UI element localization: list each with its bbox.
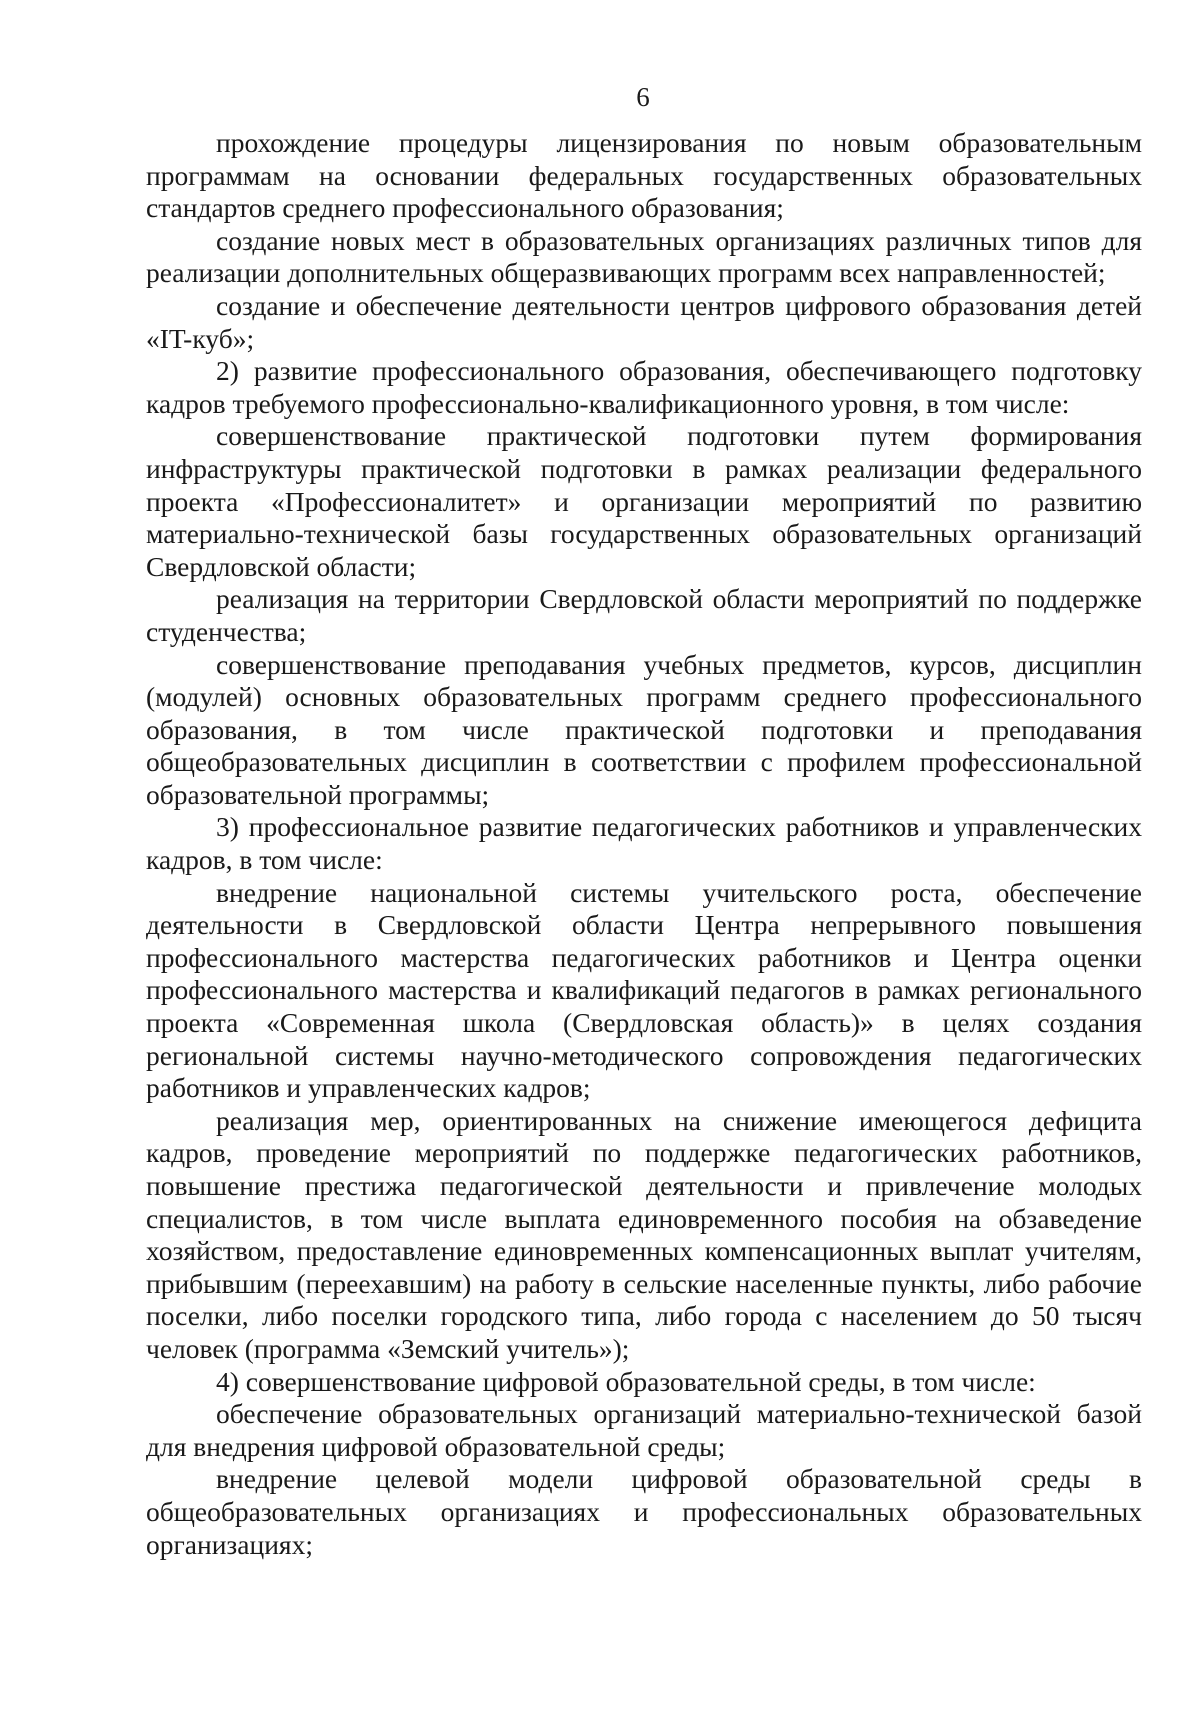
paragraph: 3) профессиональное развитие педагогических работников и управленческих кадров, в том числе: bbox=[146, 811, 1142, 876]
paragraph: совершенствование преподавания учебных предметов, курсов, дисциплин (модулей) основных образовательных программ среднего профессионального образования, в том числе практической подготовки и преподавания общеобразовательных дисциплин в соответствии с профилем профессиональной образовательной программы; bbox=[146, 648, 1142, 810]
document-body bbox=[146, 127, 1142, 1561]
paragraph: реализация на территории Свердловской области мероприятий по поддержке студенчества; bbox=[146, 583, 1142, 647]
page-number: 6 bbox=[636, 82, 650, 112]
paragraph: внедрение целевой модели цифровой образовательной среды в общеобразовательных организациях и профессиональных образовательных организациях; bbox=[146, 1463, 1142, 1560]
paragraph: 4) совершенствование цифровой образовательной среды, в том числе: bbox=[216, 1365, 1036, 1397]
paragraph: создание и обеспечение деятельности центров цифрового образования детей «IT-куб»; bbox=[146, 289, 1142, 354]
paragraph: внедрение национальной системы учительского роста, обеспечение деятельности в Свердловской области Центра непрерывного повышения профессионального мастерства педагогических работников и Центра оценки профессионального мастерства и квалификаций педагогов в рамках регионального проекта «Современная школа (Свердловская область)» в целях создания региональной системы научно-методического сопровождения педагогических работников и управленческих кадров; bbox=[146, 876, 1142, 1104]
paragraph: 2) развитие профессионального образования, обеспечивающего подготовку кадров требуемого профессионально-квалификационного уровня, в том числе: bbox=[146, 355, 1142, 419]
paragraph: совершенствование практической подготовки путем формирования инфраструктуры практической подготовки в рамках реализации федерального проекта «Профессионалитет» и организации мероприятий по развитию материально-технической базы государственных образовательных организаций Свердловской области; bbox=[146, 420, 1142, 582]
paragraph: прохождение процедуры лицензирования по новым образовательным программам на основании федеральных государственных образовательных стандартов среднего профессионального образования; bbox=[146, 127, 1142, 224]
paragraph: создание новых мест в образовательных организациях различных типов для реализации дополнительных общеразвивающих программ всех направленностей; bbox=[146, 224, 1142, 289]
paragraph: обеспечение образовательных организаций материально-технической базой для внедрения цифровой образовательной среды; bbox=[146, 1398, 1142, 1462]
paragraph: реализация мер, ориентированных на снижение имеющегося дефицита кадров, проведение мероприятий по поддержке педагогических работников, повышение престижа педагогической деятельности и привлечение молодых специалистов, в том числе выплата единовременного пособия на обзаведение хозяйством, предоставление единовременных компенсационных выплат учителям, прибывшим (переехавшим) на работу в сельские населенные пункты, либо рабочие поселки, либо поселки городского типа, либо города с населением до 50 тысяч человек (программа «Земский учитель»); bbox=[146, 1104, 1142, 1364]
